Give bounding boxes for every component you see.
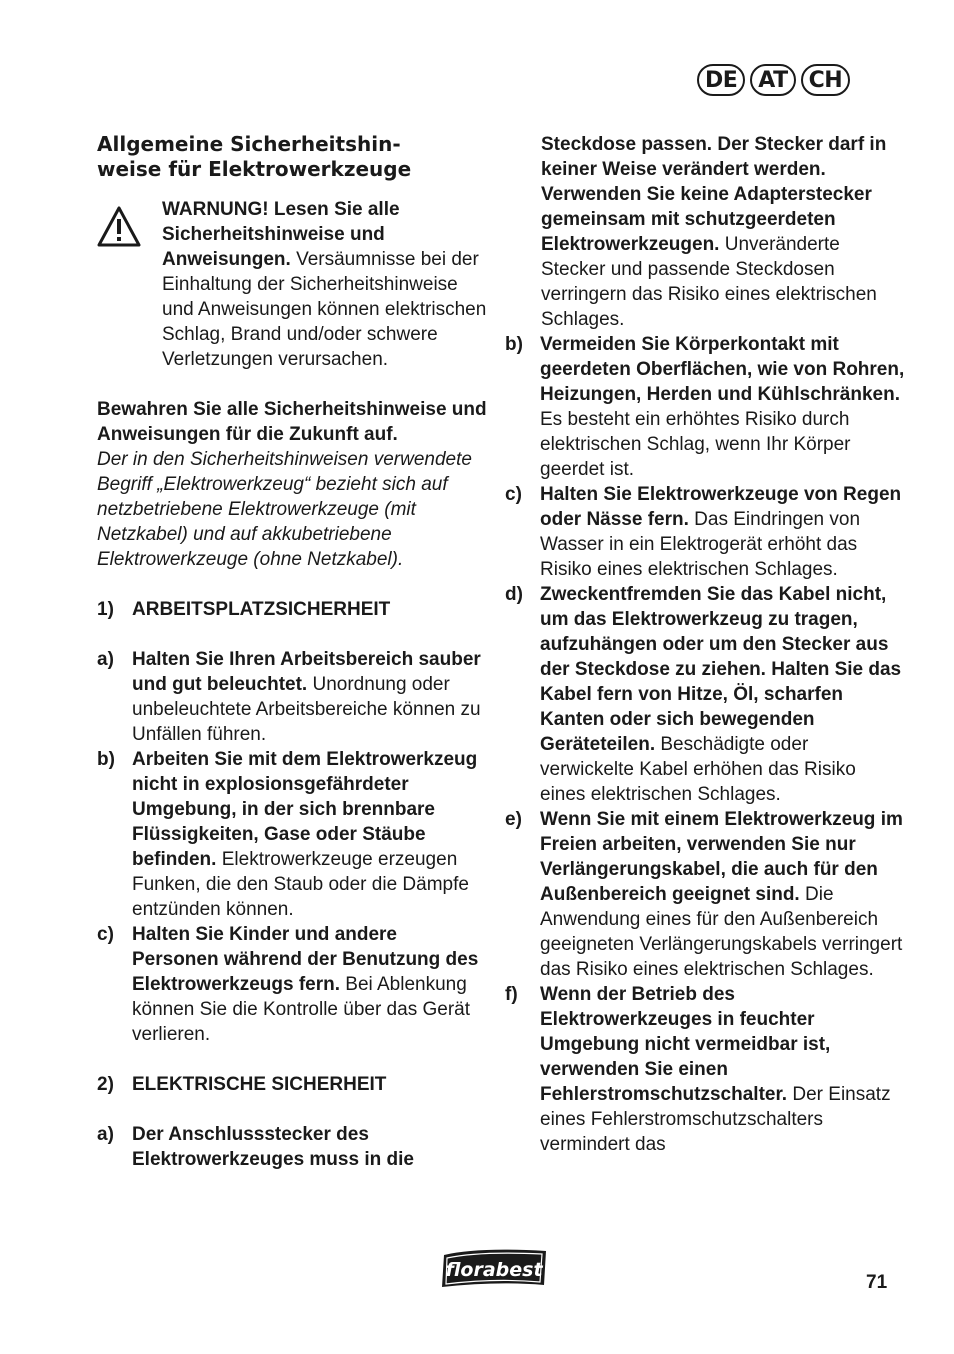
list-item-bold: Wenn der Betrieb des Elektrowerkzeuges in feuchter Umgebung nicht vermeidbar ist, verwenden Sie einen Fehlerstromschutzschalter. [540,984,831,1105]
left-column [97,132,487,1172]
list-item [97,922,487,1047]
section-2-number: 2) [97,1074,114,1095]
list-item [505,482,905,582]
list-item-marker: d) [505,584,523,605]
florabest-logo [438,1243,552,1291]
section-1-number: 1) [97,599,114,620]
list-item [505,582,905,807]
list-item-marker: a) [97,1124,114,1145]
section-2-heading [97,1072,487,1097]
list-item-text: Unordnung oder unbeleuchtete Arbeitsbereiche können zu Unfällen führen. [132,674,481,745]
list-item-bold: Halten Sie Kinder und andere Personen während der Benutzung des Elektrowerkzeugs fern. [132,924,479,995]
list-item-marker: c) [505,484,522,505]
list-item-text: Das Eindringen von Wasser in ein Elektrogerät erhöht das Risiko eines elektrischen Schlages. [540,509,861,580]
list-item-bold: Zweckentfremden Sie das Kabel nicht, um das Elektrowerkzeug zu tragen, aufzuhängen oder um den Stecker aus der Steckdose zu ziehen. Halten Sie das Kabel fern von Hitze, Öl, scharfen Kanten oder sich bewegenden Geräteteilen. [540,584,902,755]
item-2a-continuation [541,132,905,332]
warning-block [97,197,487,372]
list-item-marker: c) [97,924,114,945]
main-heading-line-1: Allgemeine Sicherheitshin- [97,132,401,156]
list-item-bold: Wenn Sie mit einem Elektrowerkzeug im Freien arbeiten, verwenden Sie nur Verlängerungskabel, die auch für den Außenbereich geeignet sind. [540,809,903,905]
list-item-marker: a) [97,649,114,670]
list-item-marker: e) [505,809,522,830]
term-definition: Der in den Sicherheitshinweisen verwendete Begriff „Elektrowerkzeug“ bezieht sich auf netzbetriebene Elektrowerkzeuge (mit Netzkabel) und auf akkubetriebene Elektrowerkzeuge (ohne Netzkabel). [97,449,472,570]
country-badges [697,64,850,96]
page-number: 71 [866,1272,888,1293]
list-item [505,807,905,982]
badge-ch: CH [801,64,851,96]
list-item-text: Beschädigte oder verwickelte Kabel erhöhen das Risiko eines elektrischen Schlages. [540,734,856,805]
section-1-heading [97,597,487,622]
warning-body: Versäumnisse bei der Einhaltung der Sicherheitshinweise und Anweisungen können elektrischen Schlag, Brand und/oder schwere Verletzungen verursachen. [162,249,487,370]
list-item-marker: b) [97,749,115,770]
section-2-title: ELEKTRISCHE SICHERHEIT [132,1074,387,1095]
list-item-bold: Der Anschlussstecker des Elektrowerkzeuges muss in die [132,1124,414,1170]
warning-bold: WARNUNG! Lesen Sie alle Sicherheitshinweise und Anweisungen. [162,199,400,270]
logo-text: florabest [445,1259,543,1281]
badge-at: AT [750,64,795,96]
list-item [505,332,905,482]
list-item-bold: Halten Sie Ihren Arbeitsbereich sauber und gut beleuchtet. [132,649,481,695]
list-item-bold: Vermeiden Sie Körperkontakt mit geerdeten Oberflächen, wie von Rohren, Heizungen, Herden und Kühlschränken. [540,334,905,405]
list-item-text: Elektrowerkzeuge erzeugen Funken, die den Staub oder die Dämpfe entzünden können. [132,849,469,920]
continuation-bold: Steckdose passen. Der Stecker darf in keiner Weise verändert werden. Verwenden Sie keine Adapterstecker gemeinsam mit schutzgeerdeten Elektrowerkzeugen. [541,134,887,255]
main-heading [97,132,487,182]
list-item-marker: f) [505,984,518,1005]
list-item-text: Bei Ablenkung können Sie die Kontrolle über das Gerät verlieren. [132,974,470,1045]
list-item-text: Es besteht ein erhöhtes Risiko durch elektrischen Schlag, wenn Ihr Körper geerdet ist. [540,409,851,480]
list-item [97,747,487,922]
list-item-text: Der Einsatz eines Fehlerstromschutzschalters vermindert das [540,1084,891,1155]
list-item [97,647,487,747]
list-item [97,1122,487,1172]
list-item-bold: Halten Sie Elektrowerkzeuge von Regen oder Nässe fern. [540,484,902,530]
warning-triangle-icon [97,205,141,249]
continuation-text: Unveränderte Stecker und passende Steckdosen verringern das Risiko eines elektrischen Schlages. [541,234,877,330]
keep-instructions [97,397,487,572]
list-item-bold: Arbeiten Sie mit dem Elektrowerkzeug nicht in explosionsgefährdeter Umgebung, in der sich brennbare Flüssigkeiten, Gase oder Stäube befinden. [132,749,478,870]
keep-instructions-heading: Bewahren Sie alle Sicherheitshinweise und Anweisungen für die Zukunft auf. [97,399,487,445]
list-item-marker: b) [505,334,523,355]
warning-text [162,197,487,372]
list-item-text: Die Anwendung eines für den Außenbereich geeigneten Verlängerungskabels verringert das Risiko eines elektrischen Schlages. [540,884,903,980]
badge-de: DE [697,64,745,96]
list-item [505,982,905,1157]
right-column [505,132,905,1157]
section-1-title: ARBEITSPLATZSICHERHEIT [132,599,391,620]
main-heading-line-2: weise für Elektrowerkzeuge [97,157,412,181]
